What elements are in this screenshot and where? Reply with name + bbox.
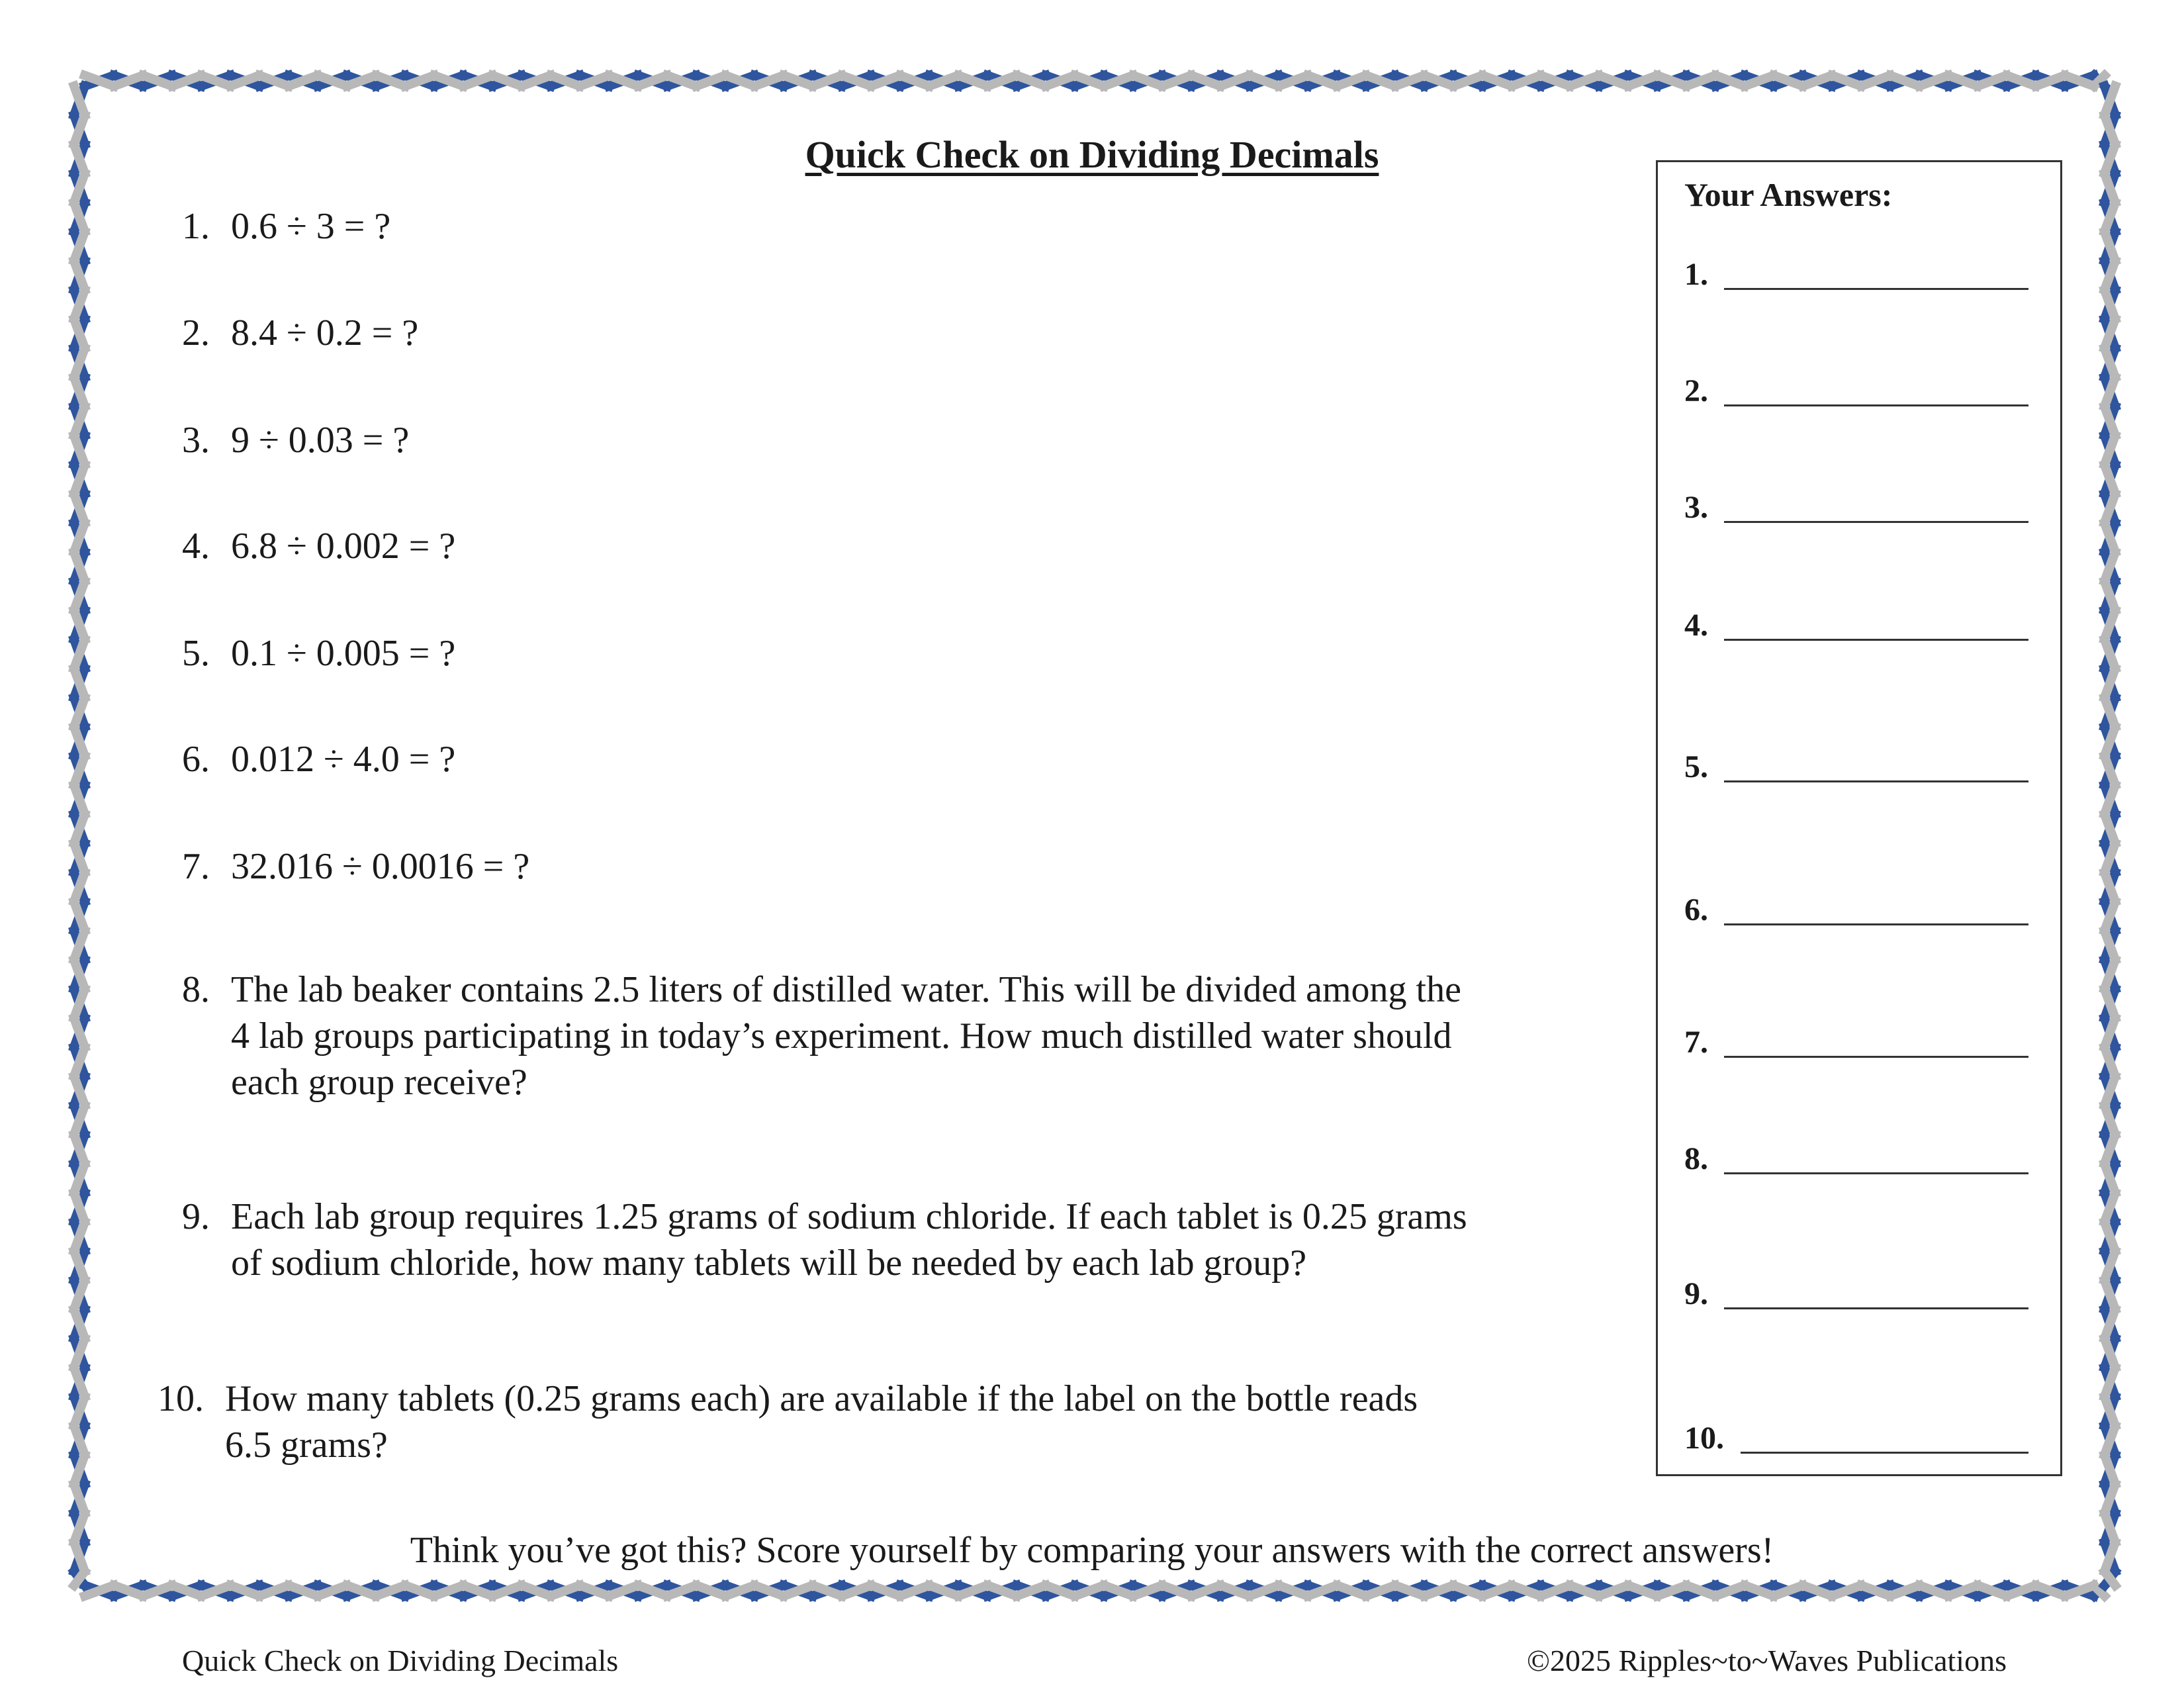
question-text bbox=[231, 310, 418, 356]
answer-blank-3[interactable] bbox=[1724, 521, 2028, 523]
question-line: 0.1 ÷ 0.005 = ? bbox=[231, 633, 456, 674]
answer-blank-9[interactable] bbox=[1724, 1307, 2028, 1309]
footer-worksheet-name: Quick Check on Dividing Decimals bbox=[182, 1644, 619, 1677]
question-number: 10. bbox=[158, 1378, 204, 1419]
question-text bbox=[231, 736, 455, 782]
answer-label: 9. bbox=[1684, 1276, 1708, 1311]
question-line: 8.4 ÷ 0.2 = ? bbox=[231, 312, 419, 353]
answer-blank-7[interactable] bbox=[1724, 1056, 2028, 1058]
answers-box bbox=[1656, 160, 2062, 1476]
answer-blank-5[interactable] bbox=[1724, 780, 2028, 782]
question-text bbox=[231, 523, 455, 569]
answer-blank-4[interactable] bbox=[1724, 639, 2028, 641]
question-line: 6.5 grams? bbox=[225, 1425, 388, 1466]
question-number: 9. bbox=[182, 1196, 210, 1237]
closing-message: Think you’ve got this? Score yourself by comparing your answers with the correct answers! bbox=[410, 1530, 1774, 1571]
answer-blank-10[interactable] bbox=[1741, 1452, 2028, 1454]
question-line: 32.016 ÷ 0.0016 = ? bbox=[231, 846, 530, 887]
question-line: 4 lab groups participating in today’s experiment. How much distilled water should bbox=[231, 1015, 1452, 1056]
answers-header: Your Answers: bbox=[1684, 176, 1893, 213]
question-line: Each lab group requires 1.25 grams of sodium chloride. If each tablet is 0.25 grams bbox=[231, 1196, 1467, 1237]
answer-label: 5. bbox=[1684, 749, 1708, 784]
question-text bbox=[231, 417, 409, 463]
answer-label: 1. bbox=[1684, 257, 1708, 292]
question-line: 0.012 ÷ 4.0 = ? bbox=[231, 739, 456, 780]
answer-label: 10. bbox=[1684, 1421, 1724, 1456]
question-text bbox=[225, 1376, 1418, 1468]
question-line: 6.8 ÷ 0.002 = ? bbox=[231, 526, 456, 567]
question-text bbox=[231, 966, 1461, 1105]
answer-label: 3. bbox=[1684, 490, 1708, 525]
question-text bbox=[231, 203, 390, 250]
answer-label: 8. bbox=[1684, 1141, 1708, 1176]
footer-copyright: ©2025 Ripples~to~Waves Publications bbox=[1527, 1644, 2007, 1677]
question-line: The lab beaker contains 2.5 liters of distilled water. This will be divided among the bbox=[231, 969, 1461, 1010]
question-text bbox=[231, 630, 455, 677]
answer-blank-2[interactable] bbox=[1724, 404, 2028, 406]
question-number: 3. bbox=[182, 420, 210, 461]
question-number: 1. bbox=[182, 206, 210, 247]
answer-blank-1[interactable] bbox=[1724, 288, 2028, 290]
question-number: 8. bbox=[182, 969, 210, 1010]
answer-blank-8[interactable] bbox=[1724, 1172, 2028, 1174]
question-line: How many tablets (0.25 grams each) are available if the label on the bottle reads bbox=[225, 1378, 1418, 1419]
worksheet-title: Quick Check on Dividing Decimals bbox=[805, 133, 1379, 176]
question-number: 6. bbox=[182, 739, 210, 780]
question-text bbox=[231, 843, 529, 890]
question-number: 4. bbox=[182, 526, 210, 567]
question-line: 9 ÷ 0.03 = ? bbox=[231, 420, 410, 461]
question-number: 2. bbox=[182, 312, 210, 353]
question-line: 0.6 ÷ 3 = ? bbox=[231, 206, 391, 247]
question-line: each group receive? bbox=[231, 1062, 527, 1103]
answer-label: 2. bbox=[1684, 373, 1708, 408]
question-line: of sodium chloride, how many tablets will be needed by each lab group? bbox=[231, 1243, 1307, 1284]
answer-label: 4. bbox=[1684, 608, 1708, 643]
question-number: 5. bbox=[182, 633, 210, 674]
question-number: 7. bbox=[182, 846, 210, 887]
question-text bbox=[231, 1194, 1467, 1286]
answer-blank-6[interactable] bbox=[1724, 923, 2028, 925]
answer-label: 7. bbox=[1684, 1025, 1708, 1060]
answer-label: 6. bbox=[1684, 892, 1708, 927]
